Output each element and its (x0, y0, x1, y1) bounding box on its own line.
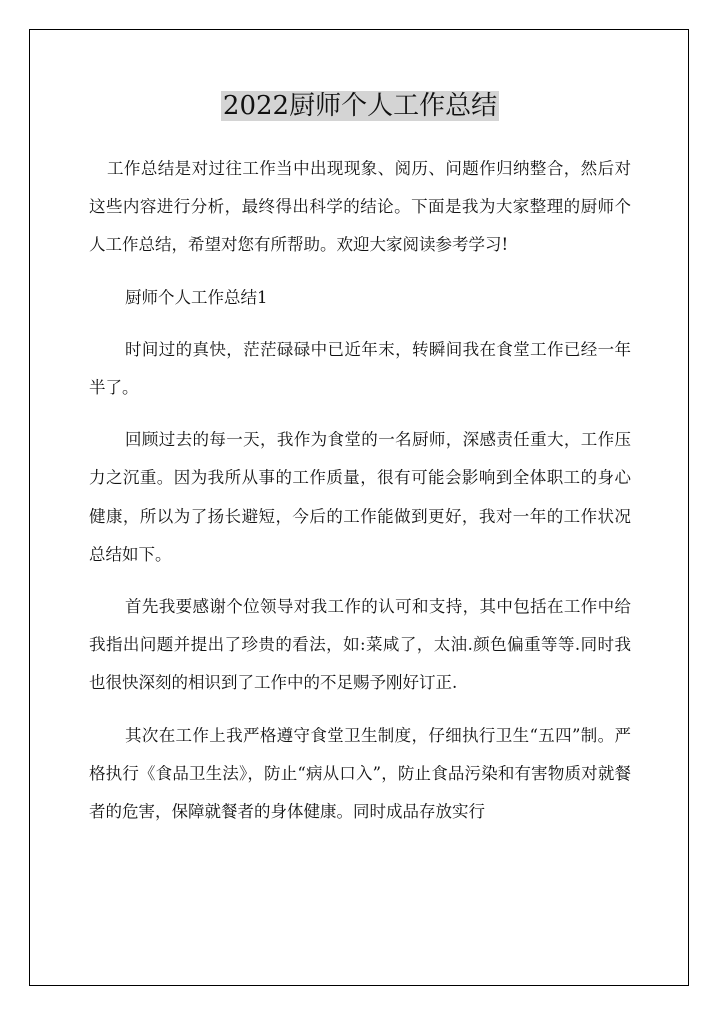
paragraph: 首先我要感谢个位领导对我工作的认可和支持，其中包括在工作中给我指出问题并提出了珍贵的看法，如:菜咸了，太油.颜色偏重等等.同时我也很快深刻的相识到了工作中的不足赐予刚好订正. (89, 597, 631, 693)
document-title-text: 2022厨师个人工作总结 (222, 91, 498, 121)
section-heading: 厨师个人工作总结1 (125, 287, 268, 307)
paragraph: 回顾过去的每一天，我作为食堂的一名厨师，深感责任重大，工作压力之沉重。因为我所从事的工作质量，很有可能会影响到全体职工的身心健康，所以为了扬长避短，今后的工作能做到更好，我对一年的工作状况总结如下。 (89, 430, 631, 564)
paragraph: 时间过的真快，茫茫碌碌中已近年末，转瞬间我在食堂工作已经一年半了。 (89, 339, 631, 398)
document-body (89, 150, 631, 845)
paragraph-intro: 工作总结是对过往工作当中出现现象、阅历、问题作归纳整合，然后对这些内容进行分析，最终得出科学的结论。下面是我为大家整理的厨师个人工作总结，希望对您有所帮助。欢迎大家阅读参考学习! (89, 159, 631, 255)
paragraph: 其次在工作上我严格遵守食堂卫生制度，仔细执行卫生“五四”制。严格执行《食品卫生法》，防止“病从口入”，防止食品污染和有害物质对就餐者的危害，保障就餐者的身体健康。同时成品存放实行 (89, 725, 631, 822)
document-title (0, 90, 720, 122)
